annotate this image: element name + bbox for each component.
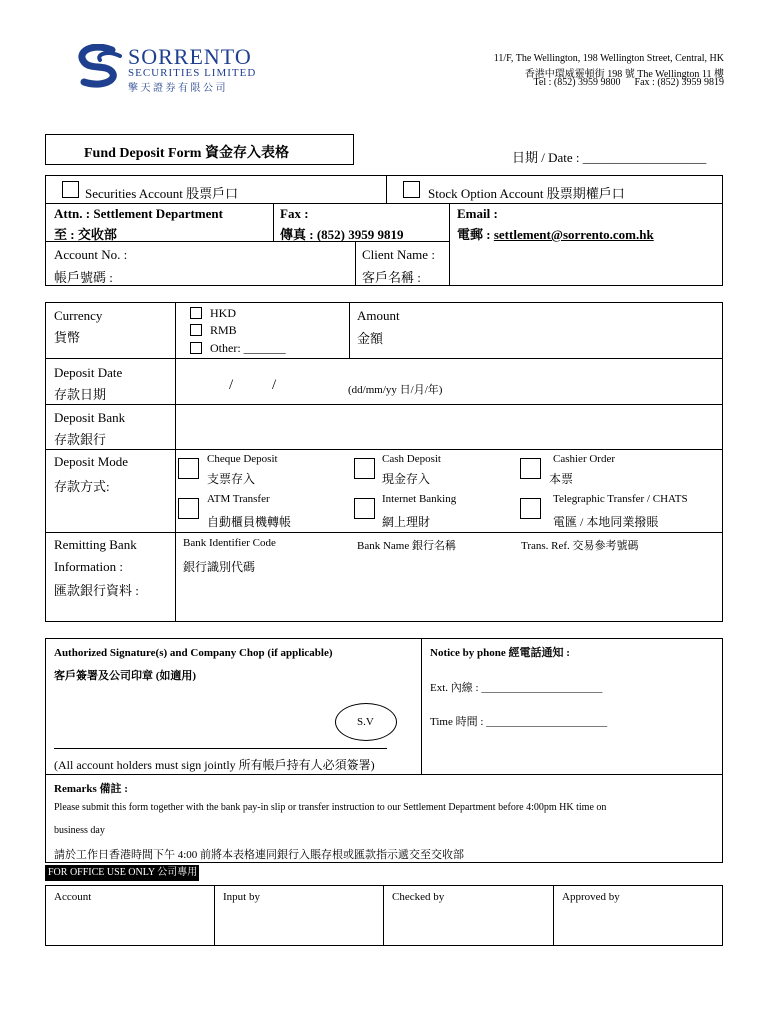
email-line <box>457 224 654 243</box>
securities-account-label: Securities Account 股票戶口 <box>85 186 239 201</box>
deposit-bank-label-zh: 存款銀行 <box>54 432 107 447</box>
bank-identifier-code-label-zh: 銀行識別代碼 <box>183 560 256 574</box>
telegraphic-transfer-label: Telegraphic Transfer / CHATS <box>553 493 688 505</box>
stock-option-account-label: Stock Option Account 股票期權戶口 <box>428 186 625 201</box>
company-address-zh: 香港中環威靈頓街 198 號 The Wellington 11 樓 <box>524 69 724 80</box>
account-no-label: Account No. : <box>54 247 128 262</box>
atm-transfer-label-zh: 自動櫃員機轉帳 <box>207 515 292 529</box>
notice-time-field[interactable]: Time 時間 : ______________________ <box>430 716 608 728</box>
office-checked-by-label: Checked by <box>392 891 445 903</box>
cash-deposit-checkbox[interactable] <box>354 458 375 479</box>
cheque-deposit-label: Cheque Deposit <box>207 453 278 465</box>
client-name-label-zh: 客戶名稱 : <box>362 270 421 285</box>
signature-line[interactable] <box>54 748 387 749</box>
joint-signature-note: (All account holders must sign jointly 所有帳戶持有人必須簽署) <box>54 758 375 772</box>
bank-identifier-code-label: Bank Identifier Code <box>183 537 276 549</box>
currency-hkd-checkbox[interactable] <box>190 307 202 319</box>
sv-label: S.V <box>357 716 374 728</box>
deposit-bank-label: Deposit Bank <box>54 410 126 425</box>
office-account-label: Account <box>54 891 92 903</box>
currency-other-checkbox[interactable] <box>190 342 202 354</box>
signature-title-zh: 客戶簽署及公司印章 (如適用) <box>54 670 197 682</box>
signature-title: Authorized Signature(s) and Company Chop (if applicable) <box>54 647 333 659</box>
deposit-mode-label: Deposit Mode <box>54 454 129 469</box>
currency-rmb-label: RMB <box>210 323 237 337</box>
company-fax: Fax : (852) 3959 9819 <box>634 77 724 88</box>
office-use-table <box>45 885 723 946</box>
deposit-date-label-zh: 存款日期 <box>54 387 107 402</box>
company-tel: Tel : (852) 3959 9800 <box>533 77 621 88</box>
email-link[interactable]: settlement@sorrento.com.hk <box>493 227 654 242</box>
fax-number: 傳真 : (852) 3959 9819 <box>280 227 404 242</box>
remitting-bank-label: Remitting Bank <box>54 537 137 552</box>
internet-banking-checkbox[interactable] <box>354 498 375 519</box>
deposit-date-label: Deposit Date <box>54 365 123 380</box>
cheque-deposit-checkbox[interactable] <box>178 458 199 479</box>
account-no-label-zh: 帳戶號碼 : <box>54 270 113 285</box>
office-use-header: FOR OFFICE USE ONLY 公司專用 <box>45 865 199 881</box>
currency-label: Currency <box>54 308 103 323</box>
date-field[interactable]: 日期 / Date : ___________________ <box>512 150 707 165</box>
stock-option-account-checkbox[interactable] <box>403 181 420 198</box>
atm-transfer-checkbox[interactable] <box>178 498 199 519</box>
remarks-title: Remarks 備註 : <box>54 783 128 795</box>
date-slash-2: / <box>272 377 277 393</box>
company-name-line2: SECURITIES LIMITED <box>128 67 257 79</box>
date-slash-1: / <box>229 377 234 393</box>
internet-banking-label: Internet Banking <box>382 493 457 505</box>
deposit-mode-label-zh: 存款方式: <box>54 479 110 494</box>
currency-label-zh: 貨幣 <box>54 330 81 345</box>
amount-label: Amount <box>357 308 400 323</box>
internet-banking-label-zh: 網上理財 <box>382 515 431 529</box>
trans-ref-label: Trans. Ref. 交易參考號碼 <box>521 540 639 552</box>
company-name: SORRENTO <box>128 44 252 69</box>
form-title: Fund Deposit Form 資金存入表格 <box>84 146 289 161</box>
client-name-label: Client Name : <box>362 247 435 262</box>
remitting-bank-label-zh: 匯款銀行資料 : <box>54 583 139 598</box>
atm-transfer-label: ATM Transfer <box>207 493 270 505</box>
attn-label-zh: 至 : 交收部 <box>54 227 117 242</box>
remitting-bank-label-line2: Information : <box>54 559 123 574</box>
cashier-order-checkbox[interactable] <box>520 458 541 479</box>
telegraphic-transfer-checkbox[interactable] <box>520 498 541 519</box>
email-label: Email : <box>457 206 498 221</box>
notice-ext-field[interactable]: Ext. 內線 : ______________________ <box>430 682 603 694</box>
currency-other-label[interactable]: Other: _______ <box>210 341 286 355</box>
company-name-chinese: 擎 天 證 券 有 限 公 司 <box>128 83 226 94</box>
office-input-by-label: Input by <box>223 891 260 903</box>
company-logo <box>72 44 126 88</box>
office-approved-by-label: Approved by <box>562 891 620 903</box>
currency-hkd-label: HKD <box>210 306 236 320</box>
securities-account-checkbox[interactable] <box>62 181 79 198</box>
telegraphic-transfer-label-zh: 電匯 / 本地同業撥賬 <box>553 515 659 529</box>
cash-deposit-label-zh: 現金存入 <box>382 472 431 486</box>
notice-by-phone-title: Notice by phone 經電話通知 : <box>430 647 570 659</box>
company-address-en: 11/F, The Wellington, 198 Wellington Street, Central, HK <box>493 53 724 64</box>
cashier-order-label-zh: 本票 <box>549 472 574 486</box>
fax-label: Fax : <box>280 206 309 221</box>
currency-rmb-checkbox[interactable] <box>190 324 202 336</box>
remarks-text-zh: 請於工作日香港時間下午 4:00 前將本表格連同銀行入賬存根或匯款指示遞交至交收部 <box>54 849 465 861</box>
amount-label-zh: 金額 <box>357 331 384 346</box>
remarks-text-en: Please submit this form together with the bank pay-in slip or transfer instruction to our Settlement Department before 4:00pm HK time on <box>54 802 607 813</box>
date-format-hint: (dd/mm/yy 日/月/年) <box>348 384 443 396</box>
remarks-text-en-line2: business day <box>54 825 105 836</box>
company-contact <box>533 77 724 88</box>
cashier-order-label: Cashier Order <box>553 453 616 465</box>
cash-deposit-label: Cash Deposit <box>382 453 441 465</box>
attn-label: Attn. : Settlement Department <box>54 206 223 221</box>
bank-name-label: Bank Name 銀行名稱 <box>357 540 456 552</box>
email-prefix: 電郵 : <box>457 227 494 242</box>
cheque-deposit-label-zh: 支票存入 <box>207 472 256 486</box>
